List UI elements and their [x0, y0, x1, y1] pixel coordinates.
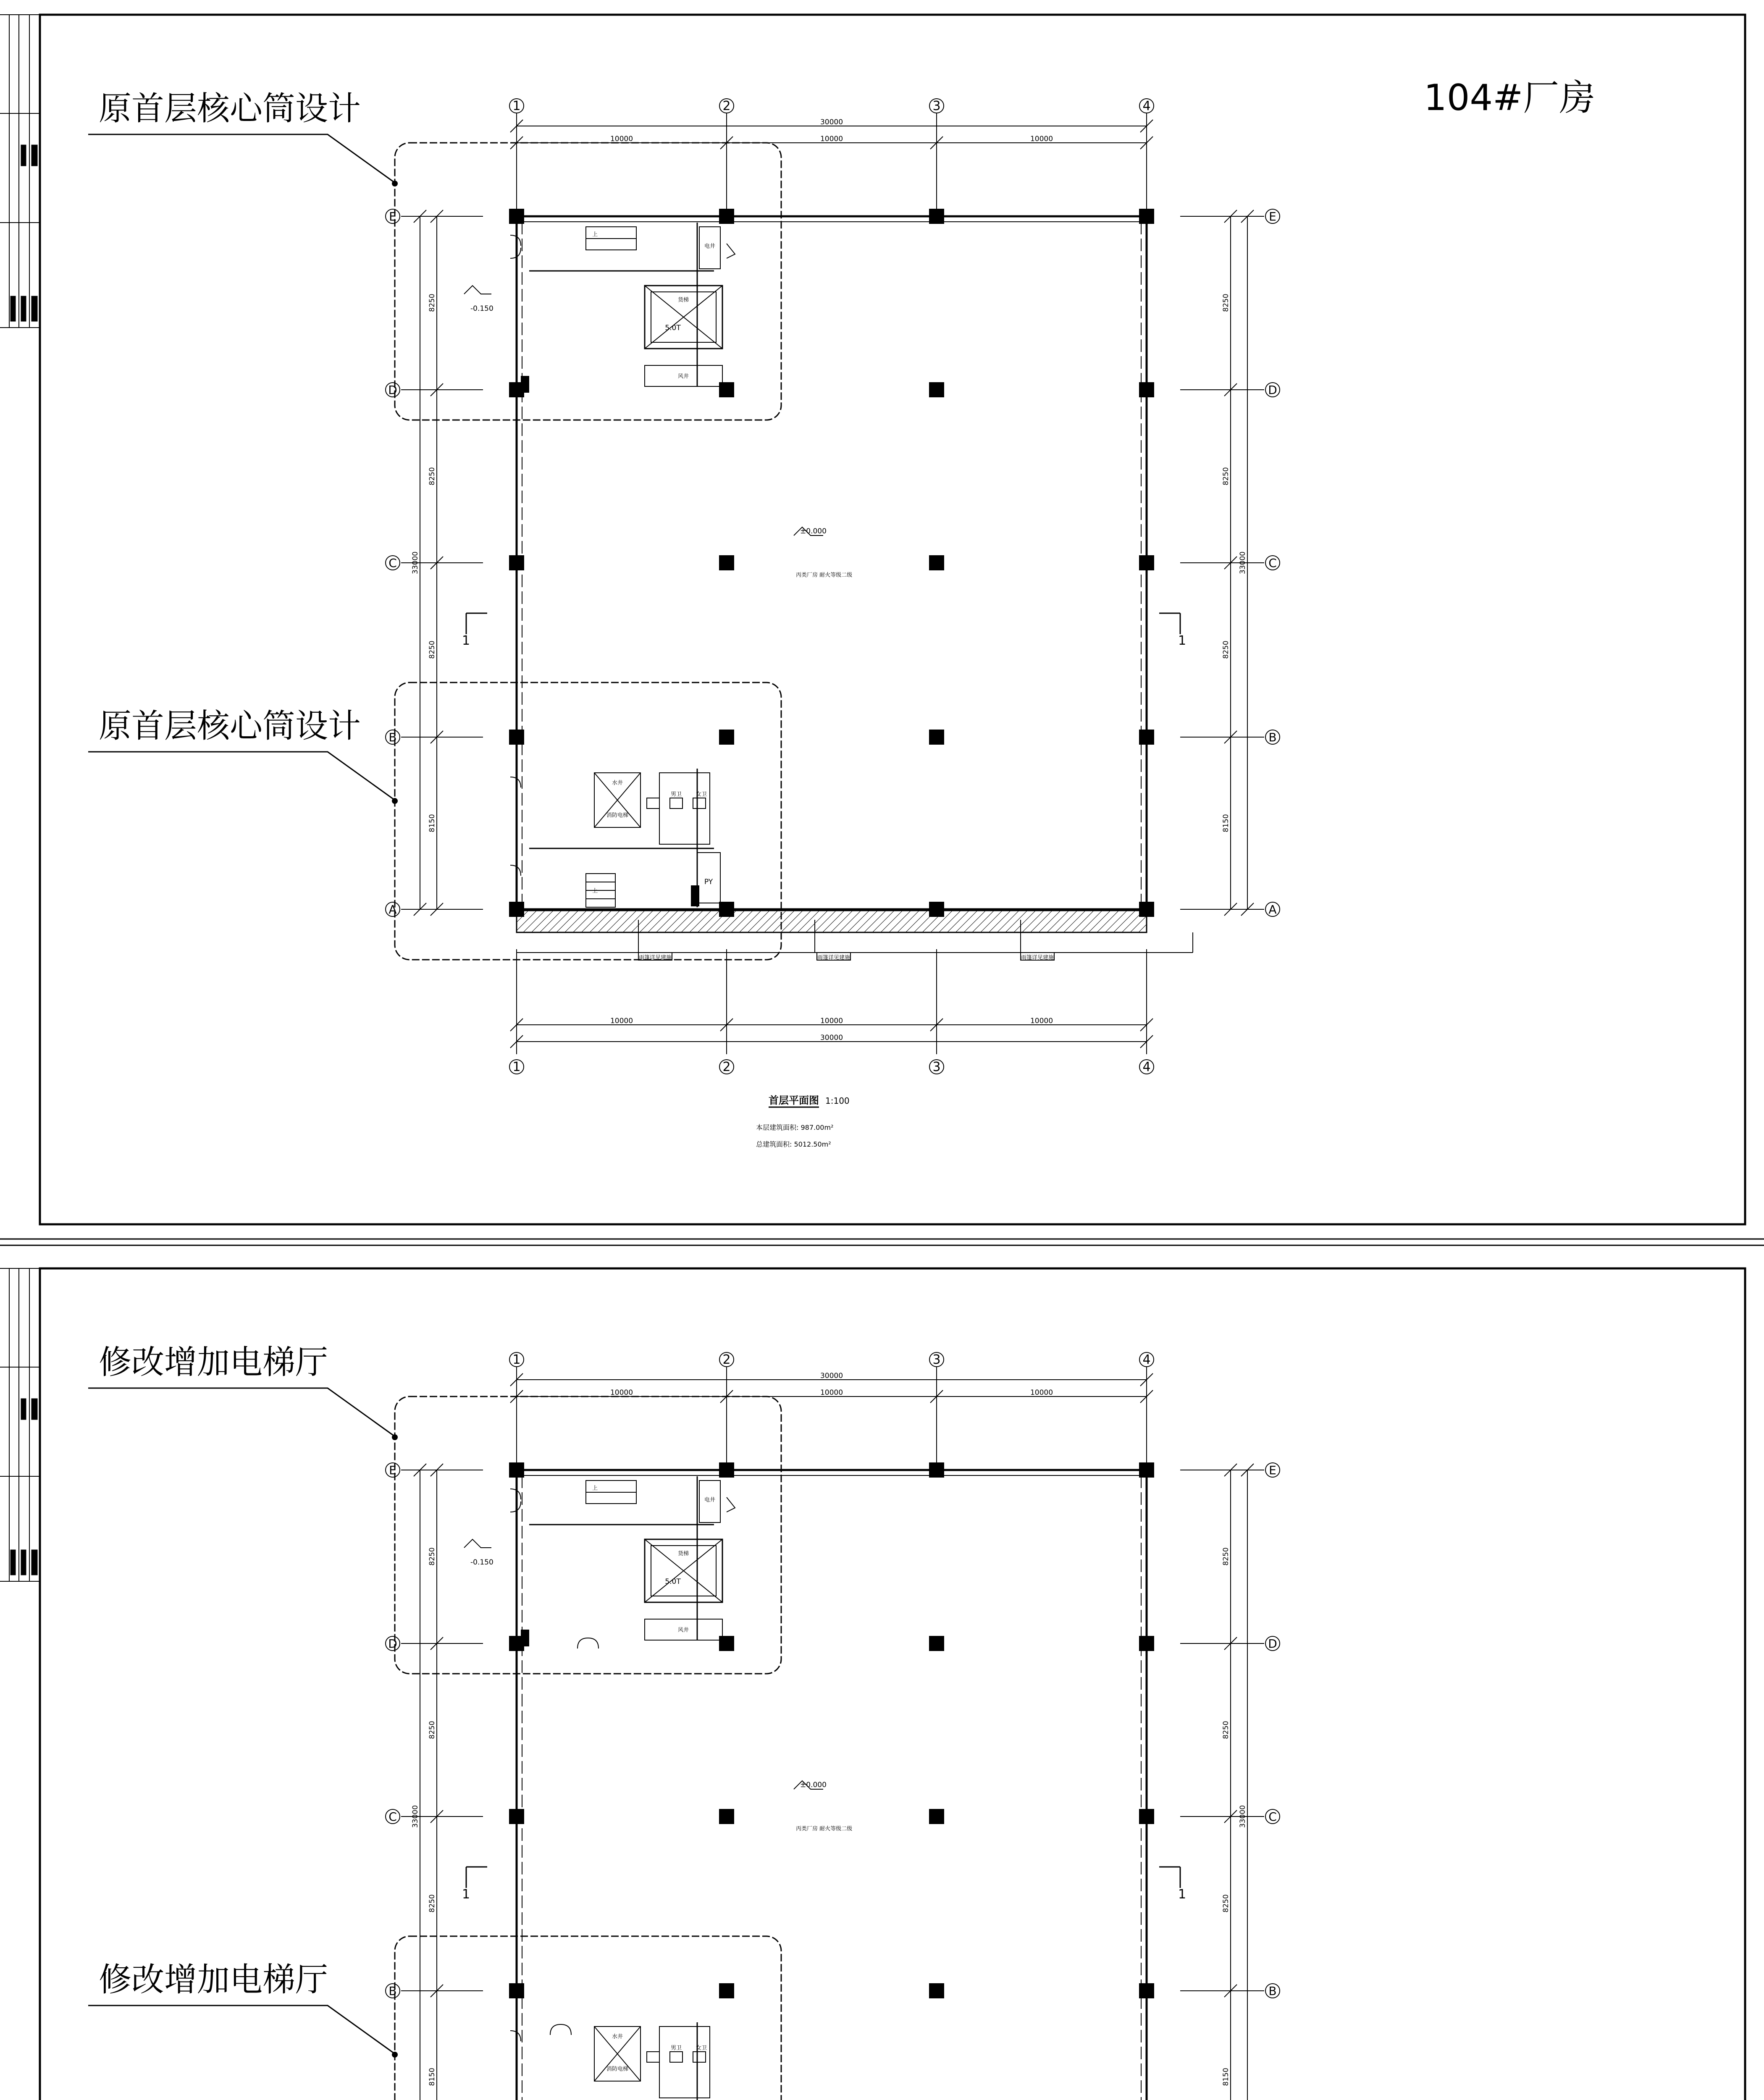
level-label: -0.150: [470, 304, 494, 313]
dimension-label: 8250: [1222, 467, 1230, 486]
axis-label: A: [1268, 903, 1277, 916]
canopy-note: 雨篷详见建施: [638, 955, 672, 961]
annotation-leader: [88, 1388, 395, 1436]
room-label: 女卫: [696, 2045, 707, 2051]
building-title: 104#厂房: [1424, 77, 1596, 119]
dimension-label: 8150: [428, 2068, 436, 2086]
room-label: 水井: [612, 2034, 623, 2040]
sheet-frame: [0, 15, 1764, 2100]
room-label: 上: [592, 888, 598, 894]
area-label: 总建筑面积: 5012.50m²: [756, 1140, 831, 1148]
dimension-label: 8250: [428, 1721, 436, 1739]
dimension-label: 10000: [610, 1389, 633, 1397]
room-label: 货梯: [677, 297, 689, 303]
annotation-top: 原首层核心筒设计: [99, 90, 361, 128]
axis-label: D: [1268, 383, 1277, 397]
dimension-label: 10000: [820, 1017, 843, 1025]
left-title-strip-top: [0, 15, 40, 328]
axis-label: 3: [932, 1060, 941, 1074]
elevator-capacity: 5.0T: [665, 1578, 681, 1586]
room-label: PY: [704, 878, 713, 886]
dimension-label: 8250: [428, 294, 436, 312]
dimension-label: 10000: [820, 1389, 843, 1397]
center-note: 丙类厂房 耐火等级二级: [796, 1826, 853, 1832]
annotation-bottom: 原首层核心筒设计: [99, 707, 361, 745]
plan-scale: 1:100: [825, 1096, 850, 1106]
dimension-label: 8150: [428, 814, 436, 832]
dimension-label: 8250: [428, 1547, 436, 1566]
axis-label: D: [1268, 1637, 1277, 1651]
axis-label: D: [388, 383, 397, 397]
room-label: 女卫: [696, 791, 707, 798]
room-label: 水井: [612, 780, 623, 786]
section-mark: 1: [462, 633, 470, 648]
leader-dot: [392, 181, 398, 186]
added-door-swing: [550, 1638, 598, 2035]
canopy-note: 雨篷详见建施: [817, 955, 850, 961]
level-label: -0.150: [470, 1558, 494, 1567]
annotation-leader: [88, 2006, 395, 2054]
leader-dot: [392, 1434, 398, 1440]
annotation-leader: [88, 752, 395, 800]
axis-label: 4: [1142, 1352, 1151, 1367]
dimension-label: 30000: [820, 118, 843, 126]
level-label: ±0.000: [800, 527, 827, 536]
room-label: 货梯: [677, 1551, 689, 1557]
center-note: 丙类厂房 耐火等级二级: [796, 572, 853, 578]
axis-label: D: [388, 1637, 397, 1651]
dimension-label: 33000: [1239, 1805, 1247, 1828]
dimension-label: 8250: [428, 640, 436, 659]
floor-plan-drawing: [386, 99, 1280, 1074]
annotation-leader: [88, 134, 395, 183]
dimension-label: 8250: [1222, 1721, 1230, 1739]
floor-plan-drawing: [386, 1352, 1280, 2100]
room-label: 上: [592, 1485, 598, 1491]
annotation-top: 修改增加电梯厅: [99, 1344, 328, 1381]
axis-label: B: [1268, 730, 1277, 744]
section-mark: 1: [1178, 1887, 1186, 1902]
level-label: ±0.000: [800, 1781, 827, 1789]
axis-label: E: [1269, 210, 1276, 223]
dimension-label: 10000: [1030, 1017, 1053, 1025]
canopy-note: 雨篷详见建施: [1021, 955, 1054, 961]
dimension-label: 8250: [428, 467, 436, 486]
axis-label: 4: [1142, 1060, 1151, 1074]
axis-label: B: [1268, 1984, 1277, 1998]
axis-label: C: [388, 556, 397, 570]
axis-label: B: [388, 1984, 397, 1998]
dimension-label: 8150: [1222, 2068, 1230, 2086]
room-label: 电井: [704, 243, 716, 249]
axis-label: E: [389, 1463, 396, 1477]
plan-title: 首层平面图: [769, 1095, 819, 1106]
axis-label: C: [1268, 1810, 1277, 1824]
dimension-label: 30000: [820, 1372, 843, 1380]
axis-label: 3: [932, 99, 941, 113]
dimension-label: 8250: [1222, 1894, 1230, 1913]
dimension-label: 33000: [411, 1805, 420, 1828]
axis-label: C: [388, 1810, 397, 1824]
dimension-label: 8250: [1222, 1547, 1230, 1566]
axis-label: 1: [512, 1352, 521, 1367]
axis-label: 2: [722, 1060, 731, 1074]
dimension-label: 8150: [1222, 814, 1230, 832]
elevator-capacity: 5.0T: [665, 324, 681, 332]
dimension-label: 10000: [610, 135, 633, 143]
axis-label: B: [388, 730, 397, 744]
dimension-label: 33000: [1239, 551, 1247, 575]
axis-label: 3: [932, 1352, 941, 1367]
left-title-strip-bottom: [0, 1268, 40, 1581]
axis-label: C: [1268, 556, 1277, 570]
area-label: 本层建筑面积: 987.00m²: [756, 1124, 834, 1131]
annotation-bottom: 修改增加电梯厅: [99, 1961, 328, 1999]
room-label: 风井: [677, 373, 689, 380]
room-label: 消防电梯: [606, 812, 629, 819]
section-mark: 1: [1178, 633, 1186, 648]
axis-label: 2: [722, 1352, 731, 1367]
room-label: 消防电梯: [606, 2066, 629, 2072]
panel-bottom: [88, 1344, 1280, 2100]
axis-label: E: [1269, 1463, 1276, 1477]
panel-top: [88, 90, 1280, 1148]
dimension-label: 10000: [820, 135, 843, 143]
dimension-label: 8250: [1222, 294, 1230, 312]
dimension-label: 10000: [1030, 1389, 1053, 1397]
axis-label: E: [389, 210, 396, 223]
leader-dot: [392, 798, 398, 804]
room-label: 电井: [704, 1497, 716, 1503]
dimension-label: 33000: [411, 551, 420, 575]
dimension-label: 8250: [1222, 640, 1230, 659]
axis-label: 4: [1142, 99, 1151, 113]
axis-label: 2: [722, 99, 731, 113]
axis-label: 1: [512, 99, 521, 113]
room-label: 男卫: [670, 791, 682, 798]
room-label: 风井: [677, 1627, 689, 1633]
axis-label: 1: [512, 1060, 521, 1074]
room-label: 上: [592, 231, 598, 238]
axis-label: A: [388, 903, 397, 916]
dimension-label: 10000: [610, 1017, 633, 1025]
leader-dot: [392, 2052, 398, 2058]
dimension-label: 30000: [820, 1034, 843, 1042]
dimension-label: 8250: [428, 1894, 436, 1913]
room-label: 男卫: [670, 2045, 682, 2051]
section-mark: 1: [462, 1887, 470, 1902]
dimension-label: 10000: [1030, 135, 1053, 143]
